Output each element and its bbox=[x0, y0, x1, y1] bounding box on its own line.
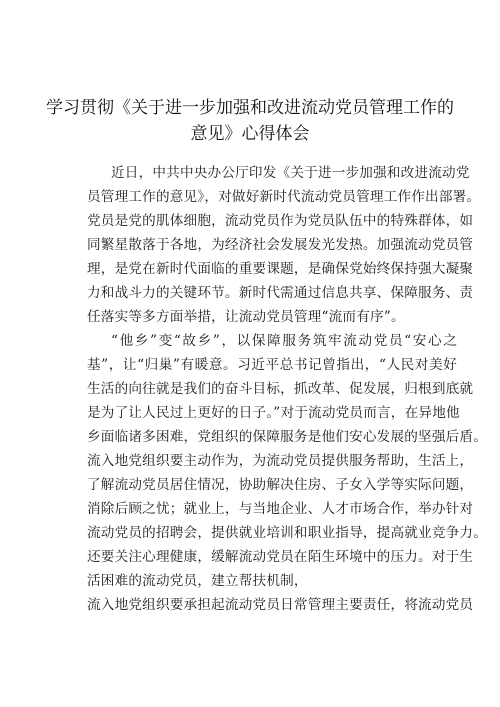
paragraph-line: 流动党员的招聘会，提供就业培训和职业指导，提高就业竞争力。 bbox=[87, 525, 488, 541]
paragraph-line: 了解流动党员居住情况，协助解决住房、子女入学等实际问题， bbox=[87, 477, 474, 493]
paragraph-line: 基”，让“归巢”有暖意。习近平总书记曾指出，“人民对美好 bbox=[87, 357, 457, 373]
paragraph-line: 消除后顾之忧；就业上，与当地企业、人才市场合作，举办针对 bbox=[87, 501, 474, 517]
paragraph-line: 是为了让人民过上更好的日子。”对于流动党员而言，在异地他 bbox=[87, 405, 460, 421]
paragraph-line: 流入地党组织要主动作为，为流动党员提供服务帮助，生活上， bbox=[87, 453, 474, 469]
paragraph-line: 党员是党的肌体细胞，流动党员作为党员队伍中的特殊群体，如 bbox=[87, 213, 474, 229]
paragraph-line: 员管理工作的意见》，对做好新时代流动党员管理工作作出部署。 bbox=[87, 189, 481, 205]
paragraph-line: “他乡”变“故乡”，以保障服务筑牢流动党员“安心之 bbox=[111, 333, 457, 349]
paragraph-line: 还要关注心理健康，缓解流动党员在陌生环境中的压力。对于生 bbox=[87, 549, 474, 565]
document-title-line-2: 意见》心得体会 bbox=[190, 124, 310, 144]
document-title-line-1: 学习贯彻《关于进一步加强和改进流动党员管理工作的 bbox=[46, 98, 454, 118]
paragraph-line: 任落实等多方面举措，让流动党员管理“流而有序”。 bbox=[87, 309, 405, 325]
paragraph-line: 生活的向往就是我们的奋斗目标，抓改革、促发展，归根到底就 bbox=[87, 381, 474, 397]
paragraph-line: 乡面临诸多困难，党组织的保障服务是他们安心发展的坚强后盾。 bbox=[87, 429, 488, 445]
paragraph-line: 流入地党组织要承担起流动党员日常管理主要责任，将流动党员 bbox=[87, 597, 474, 613]
paragraph-line: 同繁星散落于各地，为经济社会发展发光发热。加强流动党员管 bbox=[87, 237, 474, 253]
paragraph-line: 活困难的流动党员，建立帮扶机制， bbox=[87, 573, 308, 589]
paragraph-line: 近日，中共中央办公厅印发《关于进一步加强和改进流动党 bbox=[111, 165, 470, 181]
paragraph-line: 理，是党在新时代面临的重要课题，是确保党始终保持强大凝聚 bbox=[87, 261, 474, 277]
paragraph-line: 力和战斗力的关键环节。新时代需通过信息共享、保障服务、责 bbox=[87, 285, 474, 301]
